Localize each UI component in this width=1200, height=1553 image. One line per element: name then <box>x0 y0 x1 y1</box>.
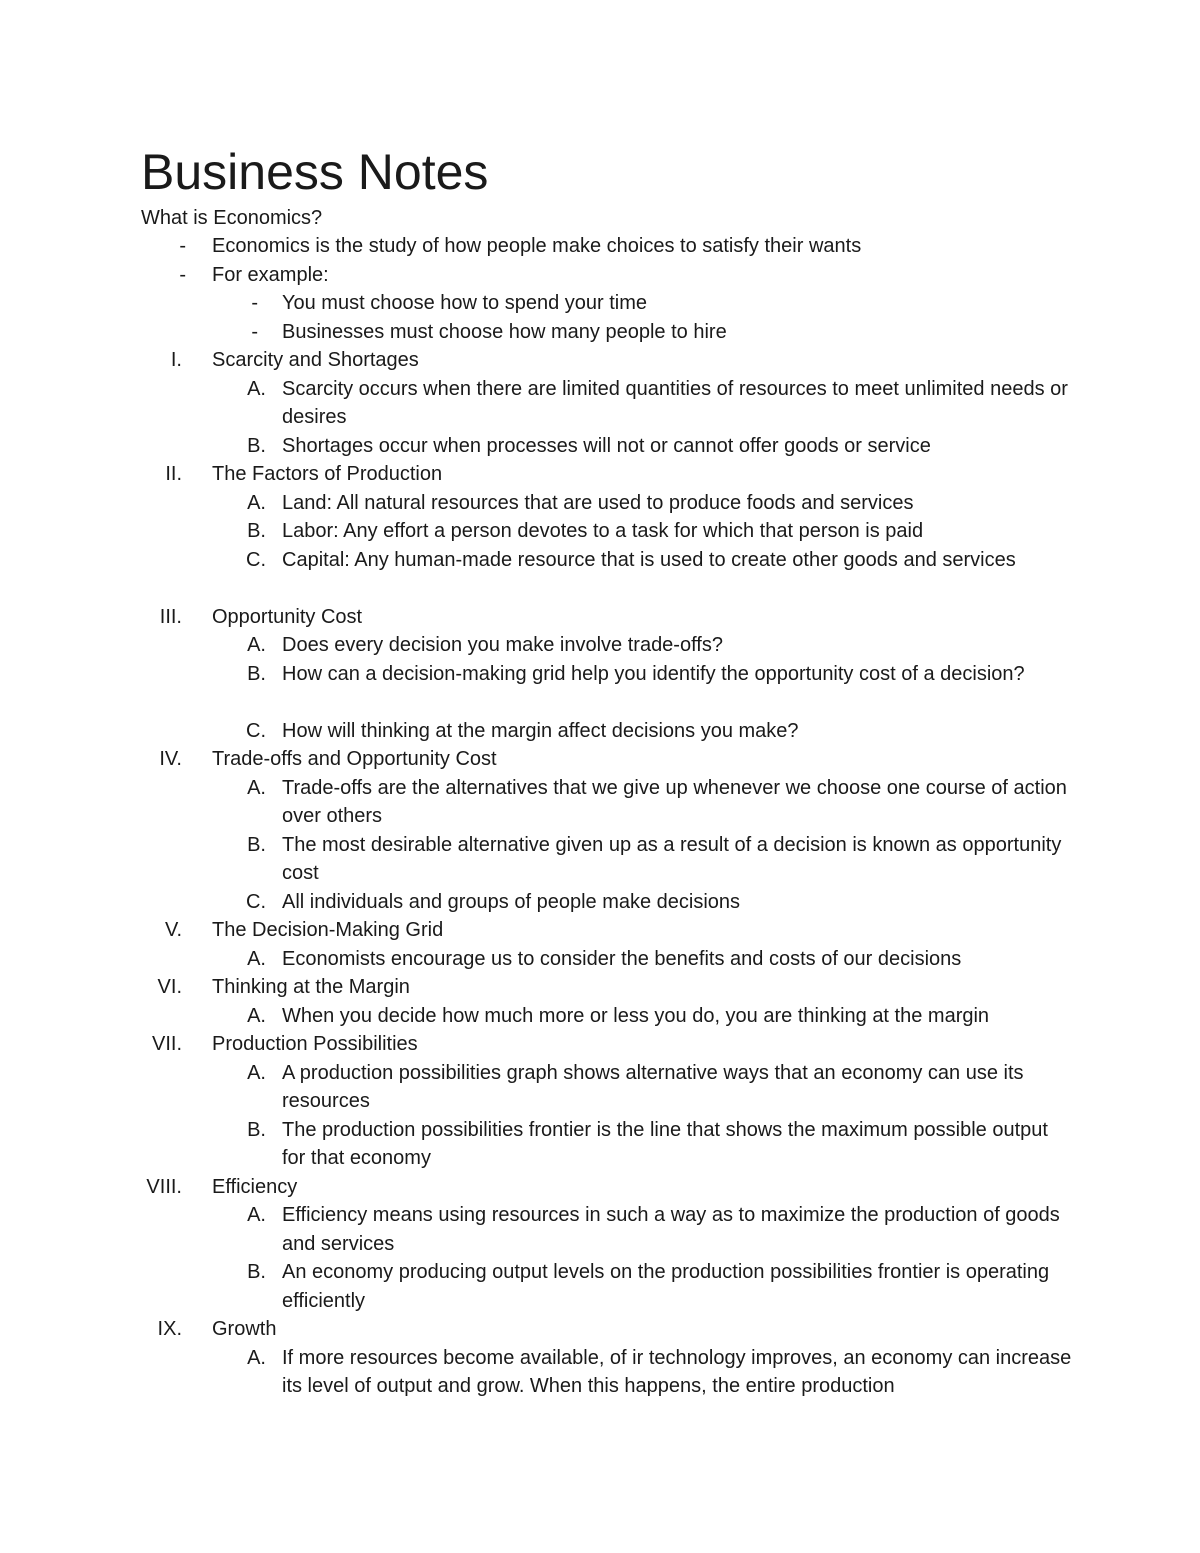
list-item <box>0 888 1200 917</box>
section-title: The Decision-Making Grid <box>212 919 444 941</box>
letter-marker: A. <box>247 1204 266 1226</box>
list-item <box>0 289 1200 318</box>
letter-marker: B. <box>247 1261 266 1283</box>
list-item <box>0 631 1200 660</box>
item-text: Shortages occur when processes will not or cannot offer goods or service <box>282 434 931 457</box>
list-item <box>0 1258 1200 1315</box>
section-title: Efficiency <box>212 1175 298 1198</box>
letter-marker: A. <box>247 634 266 656</box>
dash-marker: - <box>179 235 186 257</box>
letter-marker: A. <box>247 776 266 799</box>
list-item <box>0 375 1200 432</box>
list-item <box>0 831 1200 888</box>
letter-marker: B. <box>247 434 266 457</box>
letter-marker: A. <box>247 377 266 400</box>
section-heading <box>0 603 1200 632</box>
section-title: Production Possibilities <box>212 1033 418 1055</box>
section-heading <box>0 745 1200 774</box>
letter-marker: B. <box>247 1118 266 1141</box>
letter-marker: A. <box>247 1004 266 1027</box>
letter-marker: C. <box>246 548 266 571</box>
notes-outline <box>0 232 1200 1401</box>
list-item <box>0 1002 1200 1031</box>
section-heading <box>0 973 1200 1002</box>
letter-marker: A. <box>247 947 266 970</box>
list-item <box>0 517 1200 546</box>
section-title: Thinking at the Margin <box>212 976 410 998</box>
roman-numeral: VII. <box>151 1033 182 1055</box>
list-item <box>0 1201 1200 1258</box>
item-text: How can a decision-making grid help you identify the opportunity cost of a decision? <box>282 662 1025 685</box>
section-heading <box>0 346 1200 375</box>
document-title: Business Notes <box>141 144 489 200</box>
item-text: Labor: Any effort a person devotes to a task for which that person is paid <box>282 520 924 542</box>
section-heading <box>0 1173 1200 1202</box>
letter-marker: B. <box>247 833 266 856</box>
item-text: Economics is the study of how people make choices to satisfy their wants <box>212 235 862 257</box>
list-item <box>0 546 1200 603</box>
item-text: A production possibilities graph shows alternative ways that an economy can use its resources <box>282 1061 1024 1112</box>
letter-marker: A. <box>247 1061 266 1084</box>
item-text: If more resources become available, of ir technology improves, an economy can increase its level of output and grow. When this happens, the entire production <box>282 1346 1072 1397</box>
dash-marker: - <box>251 292 258 314</box>
roman-numeral: IX. <box>157 1318 182 1340</box>
item-text: Does every decision you make involve trade-offs? <box>282 634 723 656</box>
letter-marker: C. <box>246 890 266 913</box>
section-heading <box>0 460 1200 489</box>
list-item <box>0 717 1200 746</box>
dash-marker: - <box>179 263 186 286</box>
dash-marker: - <box>251 320 258 343</box>
list-item <box>0 945 1200 974</box>
list-item <box>0 774 1200 831</box>
item-text: Efficiency means using resources in such a way as to maximize the production of goods and services <box>282 1204 1060 1255</box>
letter-marker: C. <box>246 719 266 742</box>
list-item <box>0 1116 1200 1173</box>
item-text: Land: All natural resources that are used to produce foods and services <box>282 491 914 514</box>
section-title: Opportunity Cost <box>212 605 363 628</box>
list-item <box>0 489 1200 518</box>
list-item <box>0 1059 1200 1116</box>
item-text: Businesses must choose how many people to hire <box>282 320 727 343</box>
list-item <box>0 660 1200 717</box>
list-item <box>0 1344 1200 1401</box>
item-text: Trade-offs are the alternatives that we give up whenever we choose one course of action over others <box>282 776 1067 827</box>
roman-numeral: II. <box>165 463 182 485</box>
section-title: Trade-offs and Opportunity Cost <box>212 748 497 770</box>
item-text: You must choose how to spend your time <box>282 292 648 314</box>
item-text: Economists encourage us to consider the benefits and costs of our decisions <box>282 947 962 970</box>
list-item <box>0 232 1200 261</box>
roman-numeral: V. <box>164 919 182 941</box>
letter-marker: B. <box>247 662 266 685</box>
roman-numeral: III. <box>159 605 182 628</box>
section-heading <box>0 1030 1200 1059</box>
letter-marker: A. <box>247 491 266 514</box>
roman-numeral: IV. <box>159 748 182 770</box>
section-title: Growth <box>212 1318 277 1340</box>
section-title: The Factors of Production <box>212 463 443 485</box>
intro-question: What is Economics? <box>141 207 323 229</box>
roman-numeral: VIII. <box>146 1175 182 1198</box>
item-text: Scarcity occurs when there are limited quantities of resources to meet unlimited needs or desires <box>282 377 1068 428</box>
list-item <box>0 432 1200 461</box>
item-text: How will thinking at the margin affect decisions you make? <box>282 719 799 742</box>
item-text: An economy producing output levels on the production possibilities frontier is operating efficiently <box>282 1261 1050 1312</box>
item-text: Capital: Any human-made resource that is used to create other goods and services <box>282 548 1016 571</box>
list-item <box>0 261 1200 290</box>
item-text: The production possibilities frontier is the line that shows the maximum possible output for that economy <box>282 1118 1048 1169</box>
roman-numeral: I. <box>170 349 182 371</box>
item-text: For example: <box>212 263 329 286</box>
section-heading <box>0 1315 1200 1344</box>
roman-numeral: VI. <box>157 976 182 998</box>
list-item <box>0 318 1200 347</box>
item-text: All individuals and groups of people make decisions <box>282 890 741 913</box>
section-title: Scarcity and Shortages <box>212 349 419 371</box>
letter-marker: A. <box>247 1346 266 1369</box>
letter-marker: B. <box>247 520 266 542</box>
item-text: The most desirable alternative given up as a result of a decision is known as opportunity cost <box>282 833 1062 884</box>
section-heading <box>0 916 1200 945</box>
item-text: When you decide how much more or less you do, you are thinking at the margin <box>282 1004 990 1027</box>
